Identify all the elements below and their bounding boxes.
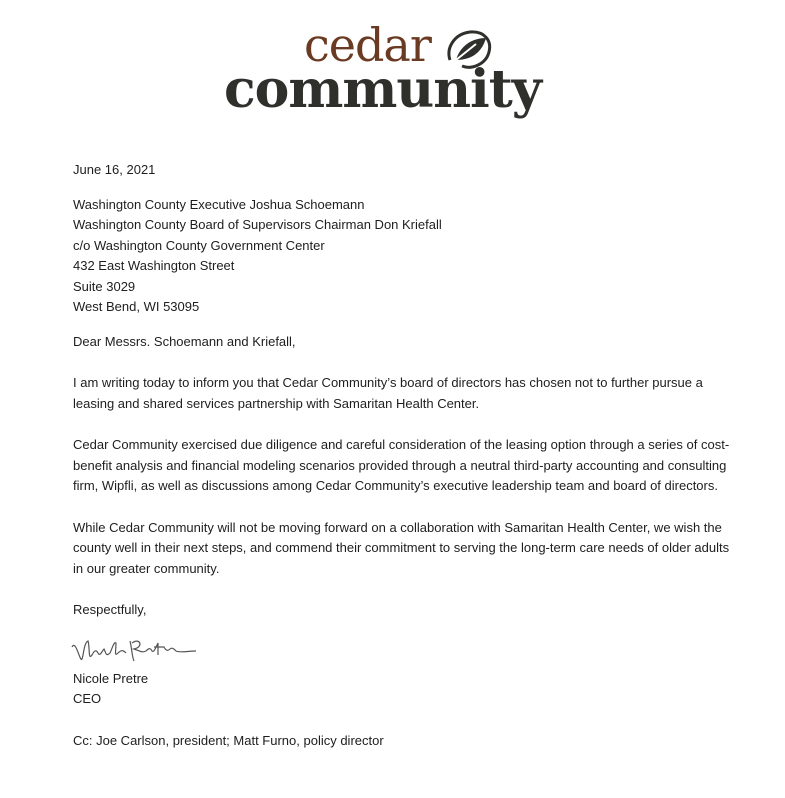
logo-word-community: community <box>224 59 541 120</box>
letter-body <box>73 160 733 751</box>
handwritten-signature <box>73 633 733 669</box>
closing: Respectfully, <box>73 602 147 617</box>
salutation: Dear Messrs. Schoemann and Kriefall, <box>73 333 296 349</box>
recipient-address <box>73 195 733 318</box>
address-line: Washington County Executive Joshua Schoemann <box>73 196 365 212</box>
address-line: 432 East Washington Street <box>73 258 235 273</box>
cedar-community-logo <box>224 18 554 122</box>
body-paragraph: Cedar Community exercised due diligence and careful consideration of the leasing option through a series of cost-benefit analysis and financial modeling scenarios provided through a neutral third-party accounting and consulting firm, Wipfli, as well as discussions among Cedar Community’s executive leadership team and board of directors. <box>73 437 730 493</box>
letter-date: June 16, 2021 <box>73 162 156 177</box>
cc-line: Cc: Joe Carlson, president; Matt Furno, policy director <box>73 732 384 748</box>
address-line: Washington County Board of Supervisors Chairman Don Kriefall <box>73 217 442 232</box>
address-line: c/o Washington County Government Center <box>73 237 325 253</box>
body-paragraph: While Cedar Community will not be moving forward on a collaboration with Samaritan Health Center, we wish the county well in their next steps, and commend their commitment to serving the long-term care needs of older adults in our greater community. <box>73 519 730 576</box>
signer-name: Nicole Pretre <box>73 670 149 686</box>
address-line: Suite 3029 <box>73 278 136 294</box>
body-paragraph: I am writing today to inform you that Cedar Community’s board of directors has chosen not to further pursue a leasing and shared services partnership with Samaritan Health Center. <box>73 375 703 411</box>
logo-word-cedar: cedar <box>304 18 431 72</box>
address-line: West Bend, WI 53095 <box>73 299 200 314</box>
signer-title: CEO <box>73 691 102 706</box>
